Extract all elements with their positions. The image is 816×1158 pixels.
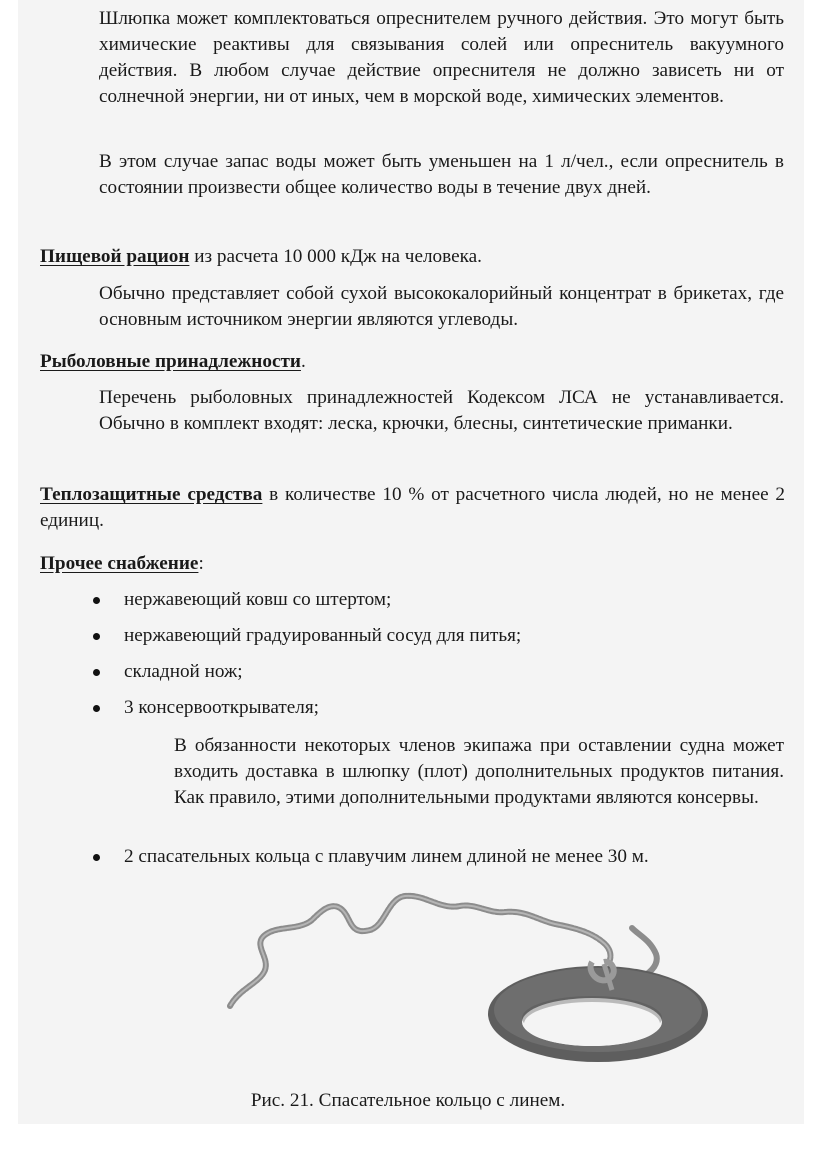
figure-caption: Рис. 21. Спасательное кольцо с линем. (250, 1090, 566, 1111)
food-heading-rest: из расчета 10 000 кДж на человека. (189, 246, 482, 267)
other-heading (40, 551, 785, 577)
thermal-heading-title: Теплозащитные средства (40, 484, 263, 505)
fishing-text: Перечень рыболовных принадлежностей Кодексом ЛСА не устанавливается. Обычно в комплект входят: леска, крючки, блесны, синтетические приманки. (99, 387, 784, 434)
food-heading (40, 244, 785, 270)
paragraph-desalinator: Шлюпка может комплектоваться опреснителем ручного действия. Это могут быть химические реактивы для связывания солей или опреснитель вакуумного действия. В любом случае действие опреснителя не должно зависеть ни от солнечной энергии, ни от иных, чем в морской воде, химических элементов. (99, 8, 784, 107)
thermal-heading (40, 482, 785, 534)
fishing-heading-rest: . (300, 351, 306, 372)
bullet-icon (93, 705, 100, 712)
thermal-heading-rest: в количестве 10 % от расчетного числа людей, но не менее 2 единиц. (40, 484, 785, 531)
list-item-text: нержавеющий градуированный сосуд для питья; (124, 625, 522, 646)
other-heading-title: Прочее снабжение (40, 553, 199, 574)
bullet-icon (93, 633, 100, 640)
fishing-heading-title: Рыболовные принадлежности (40, 351, 301, 372)
list-item-text: нержавеющий ковш со штертом; (124, 589, 392, 610)
lifebuoy-figure (220, 888, 720, 1068)
bullet-icon (93, 597, 100, 604)
other-note: В обязанности некоторых членов экипажа при оставлении судна может входить доставка в шлюпку (плот) дополнительных продуктов питания. Как правило, этими дополнительными продуктами являются консервы. (174, 735, 784, 808)
bullet-icon (93, 854, 100, 861)
bullet-icon (93, 669, 100, 676)
paragraph-water-reduction: В этом случае запас воды может быть уменьшен на 1 л/чел., если опреснитель в состоянии произвести общее количество воды в течение двух дней. (99, 151, 784, 198)
food-heading-title: Пищевой рацион (40, 246, 190, 267)
list-item-text: 2 спасательных кольца с плавучим линем длиной не менее 30 м. (124, 846, 649, 867)
lifebuoy-with-line-image (220, 888, 720, 1068)
list-item-text: складной нож; (124, 661, 243, 682)
food-text: Обычно представляет собой сухой высококалорийный концентрат в брикетах, где основным источником энергии являются углеводы. (99, 283, 784, 330)
list-item-text: 3 консервооткрывателя; (124, 697, 319, 718)
other-heading-rest: : (198, 553, 204, 574)
fishing-heading (40, 349, 785, 375)
